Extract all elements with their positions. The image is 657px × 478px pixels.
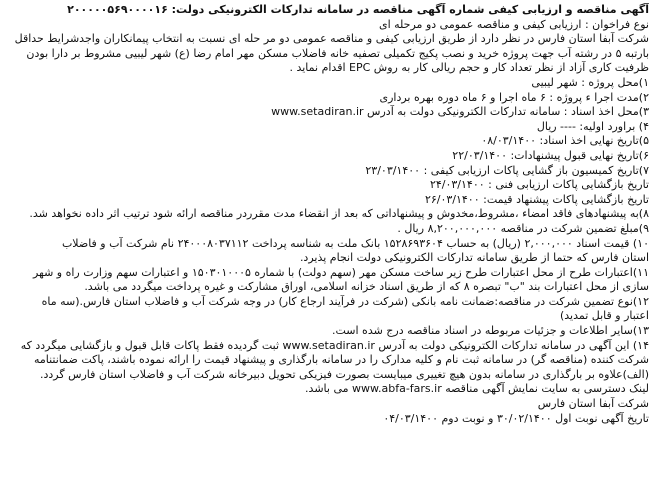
item-project-location: ۱)محل پروژه : شهر لیبیی (531, 75, 649, 89)
item-guarantee-amount: ۹)مبلغ تضمین شرکت در مناقصه ۸,۲۰۰,۰۰۰,۰۰۰ ریال . (397, 221, 649, 235)
item-funding-line-1: ۱۱)اعتبارات طرح از محل اعتبارات طرح زیر ساخت مسکن مهر (سهم دولت) با شماره ۱۵۰۳۰۱۰۰۰۵ و اعتبارات سهم وزارت راه و شهر (32, 265, 649, 279)
intro-paragraph-line-1: شرکت آبفا استان فارس در نظر دارد از طریق ارزیابی کیفی و مناقصه عمومی دو مر حله ای نسبت به انتخاب پیمانکاران واجدشرایط حداقل (14, 32, 649, 46)
item-documents-deadline: ۵)تاریخ نهایی اخذ اسناد: ۰۸/۰۳/۱۴۰۰ (481, 134, 649, 148)
item-technical-opening-date: تاریخ بازگشایی پاکات ارزیابی فنی : ۲۴/۰۳/۱۴۰۰ (429, 178, 649, 192)
intro-paragraph-line-2: بارتبه ۵ در رشته آب جهت پروژه خرید و نصب پکیج تکمیلی تصفیه خانه فاضلاب مسکن مهر امام رضا (ع) شهر لیبیی مشروط بر دارا بودن (26, 46, 649, 60)
notice-title-line: آگهی مناقصه و ارزیابی کیفی شماره آگهی مناقصه در سامانه تدارکات الکترونیکی دولت: ۲۰۰۰۰۰۵۶۹۰۰۰۰۱۶ (67, 3, 649, 16)
item-documents-price-line-2: استان فارس که حتما از طریق سامانه تدارکات الکترونیکی دولت انجام پذیرد. (299, 251, 649, 265)
item-guarantee-type-line-2: اعتبار و قابل تمدید) (559, 309, 649, 323)
item-price-opening-date: تاریخ بازگشایی پاکات پیشنهاد قیمت: ۲۶/۰۳/۱۴۰۰ (424, 192, 649, 206)
publication-dates: تاریخ آگهی نوبت اول ۳۰/۰۲/۱۴۰۰ و نوبت دوم ۰۴/۰۳/۱۴۰۰ (383, 411, 649, 425)
item-documents-price-line-1: ۱۰) قیمت اسناد ۲,۰۰۰,۰۰۰ (ریال) به حساب ۱۵۲۸۶۹۳۶۰۴ بانک ملت به شناسه پرداخت ۲۴۰۰۰۸۰۳۷۱۱۲ نام شرکت آب و فاضلاب (61, 236, 649, 250)
item-registration-line-3: (الف)علاوه بر بارگذاری در سامانه بدون هیچ تغییری میبایست بصورت فیزیکی تحویل دبیرخانه شرکت آب و فاضلاب استان فارس گردد. (39, 367, 649, 381)
item-documents-source: ۳)محل اخذ اسناد : سامانه تدارکات الکترونیکی دولت به آدرس www.setadiran.ir (271, 105, 649, 119)
item-registration-line-2: شرکت کننده (مناقصه گر) در سامانه ثبت نام و کلیه مدارک را در سامانه بارگذاری و پیشنهاد قیمت را ارائه نموده باشند، پاکت ضمانتنامه (33, 353, 649, 367)
intro-paragraph-line-3: ظرفیت کاری آزاد از نظر تعداد کار و حجم ریالی کار به روش EPC اقدام نماید . (289, 61, 649, 75)
item-bids-deadline: ۶)تاریخ نهایی قبول پیشنهادات: ۲۲/۰۳/۱۴۰۰ (452, 148, 649, 162)
item-initial-estimate: ۴) براورد اولیه: ---- ریال (536, 119, 649, 133)
item-other-info: ۱۳)سایر اطلاعات و جزئیات مربوطه در اسناد مناقصه درج شده است. (331, 324, 649, 338)
item-invalid-bids-note: ۸)به پیشنهادهای فاقد امضاء ،مشروط،مخدوش و پیشنهاداتی که بعد از انقضاء مدت مقرردر مناقصه ارائه شود ترتیب اثر داده نخواهد شد. (29, 207, 649, 221)
company-name: شرکت آبفا استان فارس (537, 397, 649, 411)
call-type-line: نوع فراخوان : ارزیابی کیفی و مناقصه عمومی دو مرحله ای (378, 17, 649, 31)
item-registration-line-1: ۱۴) این آگهی در سامانه تدارکات الکترونیکی دولت به آدرس www.setadiran.ir ثبت گردیده فقط پاکات قابل قبول و بازگشایی میگردد که (20, 338, 649, 352)
website-link-line: لینک دسترسی به سایت نمایش آگهی مناقصه www.abfa-fars.ir می باشد. (305, 382, 649, 396)
item-project-duration: ۲)مدت اجرا ء پروژه : ۶ ماه اجرا و ۶ ماه دوره بهره برداری (379, 90, 649, 104)
item-guarantee-type-line-1: ۱۲)نوع تضمین شرکت در مناقصه:ضمانت نامه بانکی (شرکت در فرآیند ارجاع کار) در وجه شرکت آب و فاضلاب استان فارس.(سه ماه (41, 294, 649, 308)
item-funding-line-2: سازی از محل اعتبارات بند "ب" تبصره ۸ که از طریق اسناد خزانه اسلامی، اوراق مشارکت و غیره پرداخت میگردد می باشد. (84, 280, 649, 294)
item-quality-opening-date: ۷)تاریخ کمیسیون باز گشایی پاکات ارزیابی کیفی : ۲۳/۰۳/۱۴۰۰ (365, 163, 649, 177)
